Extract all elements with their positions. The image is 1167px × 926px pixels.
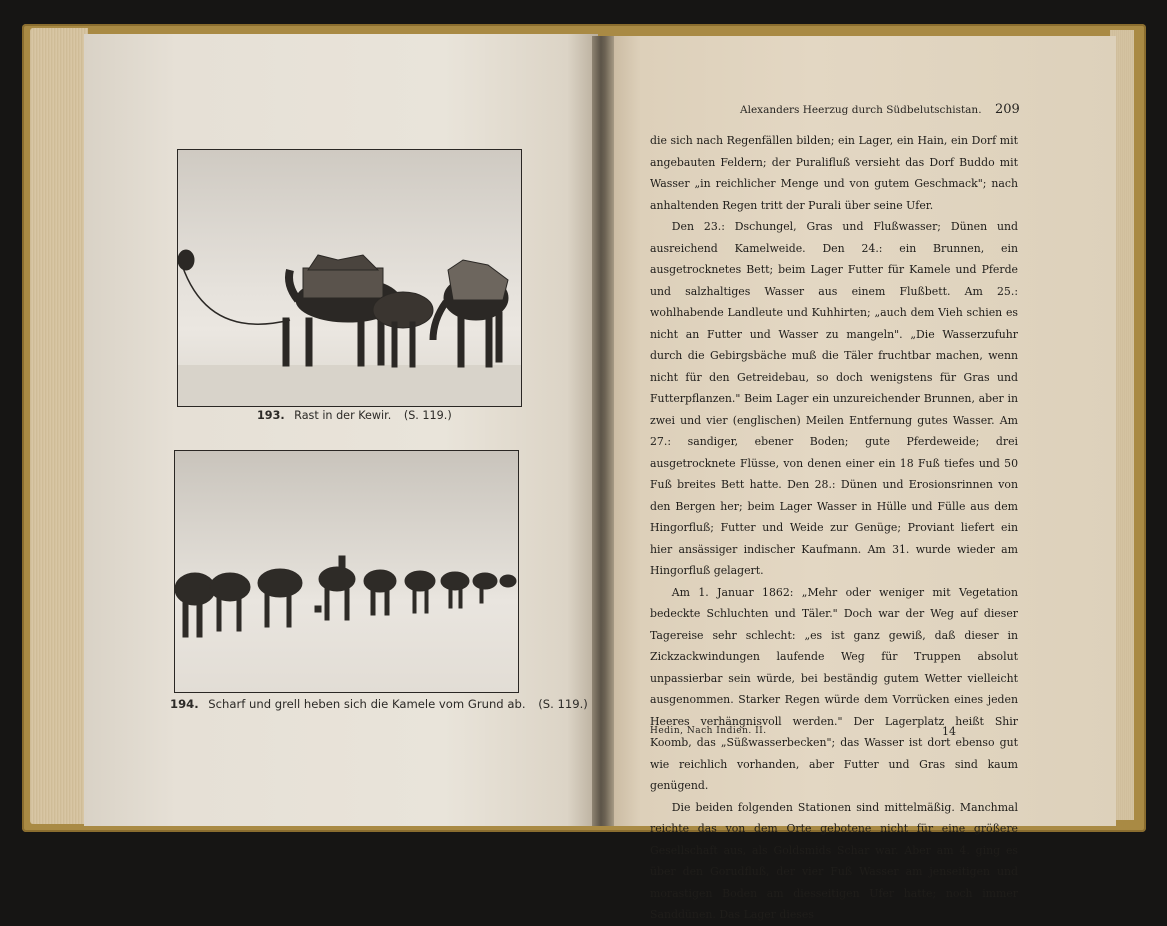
figure-title: Rast in der Kewir. xyxy=(294,409,392,422)
figure-caption-194 xyxy=(170,697,588,711)
paragraph: Die beiden folgenden Stationen sind mittelmäßig. Manchmal reichte das von dem Orte gebotene nicht für eine größere Gesellschaft aus, als Goldsmids Schar war. Aber am 4. ging es über den Gorudfluß, der vier Fuß Wasser am jenseitigen und morastigen Boden am diesseitigen Ufer hatte; noch immer Sanddünen. Das Lager dieses xyxy=(650,800,1018,921)
signature-mark: 14 xyxy=(942,725,956,738)
figure-number: 193. xyxy=(257,409,285,422)
page-edges-left xyxy=(30,28,88,824)
photo-camel-caravan xyxy=(174,450,519,693)
paragraph: Den 23.: Dschungel, Gras und Flußwasser; Dünen und ausreichend Kamelweide. Den 24.: ein Brunnen, ein ausgetrocknetes Bett; beim Lager Futter für Kamele und Pferde und salzhaltiges Wasser aus einem Flußbett. Am 25.: wohlhabende Landleute und Kuhhirten; „auch dem Vieh schien es nicht an Futter und Wasser zu mangeln". „Die Wasserzufuhr durch die Gebirgsbäche muß die Täler fruchtbar machen, wenn nicht für den Getreidebau, so doch wenigstens für Gras und Futterpflanzen." Beim Lager ein unzureichender Brunnen, aber in zwei und vier (englischen) Meilen Entfernung gutes Wasser. Am 27.: sandiger, ebener Boden; gute Pferdeweide; drei ausgetrocknete Flüsse, von denen einer ein 18 Fuß tiefes und 50 Fuß breites Bett hatte. Den 28.: Dünen und Erosionsrinnen von den Bergen her; beim Lager Wasser in Hülle und Fülle aus dem Hingorfluß; Futter und Weide zur Genüge; Proviant liefert ein hier ansässiger indischer Kaufmann. Am 31. wurde wieder am Hingorfluß gelagert. xyxy=(650,220,1018,577)
figure-page-ref: (S. 119.) xyxy=(538,697,588,711)
footer-title: Hedin, Nach Indien. II. xyxy=(650,726,767,736)
figure-number: 194. xyxy=(170,697,199,711)
running-head: Alexanders Heerzug durch Südbelutschistan. xyxy=(740,104,982,116)
figure-page-ref: (S. 119.) xyxy=(403,409,452,422)
book-gutter xyxy=(592,36,614,826)
body-text xyxy=(650,130,1018,926)
photo-rest-in-kewir xyxy=(177,149,522,407)
figure-caption-193 xyxy=(257,409,452,422)
figure-title: Scharf und grell heben sich die Kamele vom Grund ab. xyxy=(208,697,526,711)
page-number: 209 xyxy=(995,102,1020,117)
paragraph: Am 1. Januar 1862: „Mehr oder weniger mit Vegetation bedeckte Schluchten und Täler." Doch war der Weg auf dieser Tagereise sehr schlecht: „es ist ganz gewiß, daß dieser in Zickzackwindungen laufende Weg für Truppen absolut unpassierbar sein würde, bei beständig gutem Wetter vielleicht ausgenommen. Starker Regen würde dem Vorrücken eines jeden Heeres verhängnisvoll werden." Der Lagerplatz heißt Shir Koomb, das „Süßwasserbecken"; das Wasser ist dort ebenso gut wie reichlich vorhanden, aber Futter und Gras sind kaum genügend. xyxy=(650,585,1018,792)
paragraph: die sich nach Regenfällen bilden; ein Lager, ein Hain, ein Dorf mit angebauten Feldern; der Puralifluß versieht das Dorf Buddo mit Wasser „in reichlicher Menge und von gutem Geschmack"; nach anhaltenden Regen tritt der Purali über seine Ufer. xyxy=(650,134,1018,212)
